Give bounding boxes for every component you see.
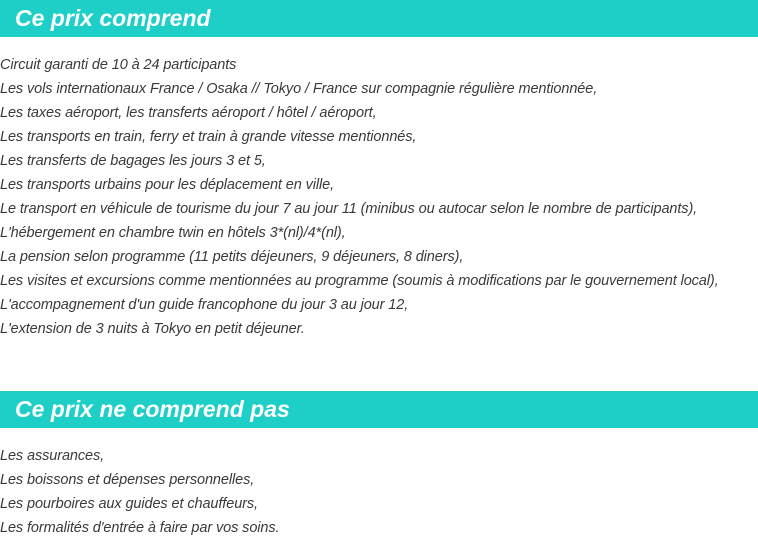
excluded-section-title: Ce prix ne comprend pas [0, 391, 758, 428]
included-item: Les taxes aéroport, les transferts aéroport / hôtel / aéroport, [0, 105, 377, 121]
included-item: L'accompagnement d'un guide francophone du jour 3 au jour 12, [0, 297, 409, 313]
included-item: La pension selon programme (11 petits déjeuners, 9 déjeuners, 8 diners), [0, 249, 464, 265]
included-list [0, 53, 719, 341]
included-item: Circuit garanti de 10 à 24 participants [0, 57, 237, 73]
included-section-title: Ce prix comprend [0, 0, 758, 37]
excluded-item: Les pourboires aux guides et chauffeurs, [0, 496, 258, 512]
included-item: L'extension de 3 nuits à Tokyo en petit déjeuner. [0, 321, 305, 337]
excluded-item: Les boissons et dépenses personnelles, [0, 472, 255, 488]
included-item: Les vols internationaux France / Osaka // Tokyo / France sur compagnie régulière mentionnée, [0, 81, 598, 97]
included-item: Les transports urbains pour les déplacement en ville, [0, 177, 335, 193]
included-item: Les transports en train, ferry et train à grande vitesse mentionnés, [0, 129, 417, 145]
excluded-list [0, 444, 279, 540]
included-item: Les visites et excursions comme mentionnées au programme (soumis à modifications par le gouvernement local), [0, 273, 719, 289]
included-item: L'hébergement en chambre twin en hôtels 3*(nl)/4*(nl), [0, 225, 346, 241]
included-item: Les transferts de bagages les jours 3 et 5, [0, 153, 266, 169]
excluded-item: Les assurances, [0, 448, 105, 464]
included-item: Le transport en véhicule de tourisme du jour 7 au jour 11 (minibus ou autocar selon le nombre de participants), [0, 201, 698, 217]
excluded-item: Les formalités d'entrée à faire par vos soins. [0, 520, 280, 536]
